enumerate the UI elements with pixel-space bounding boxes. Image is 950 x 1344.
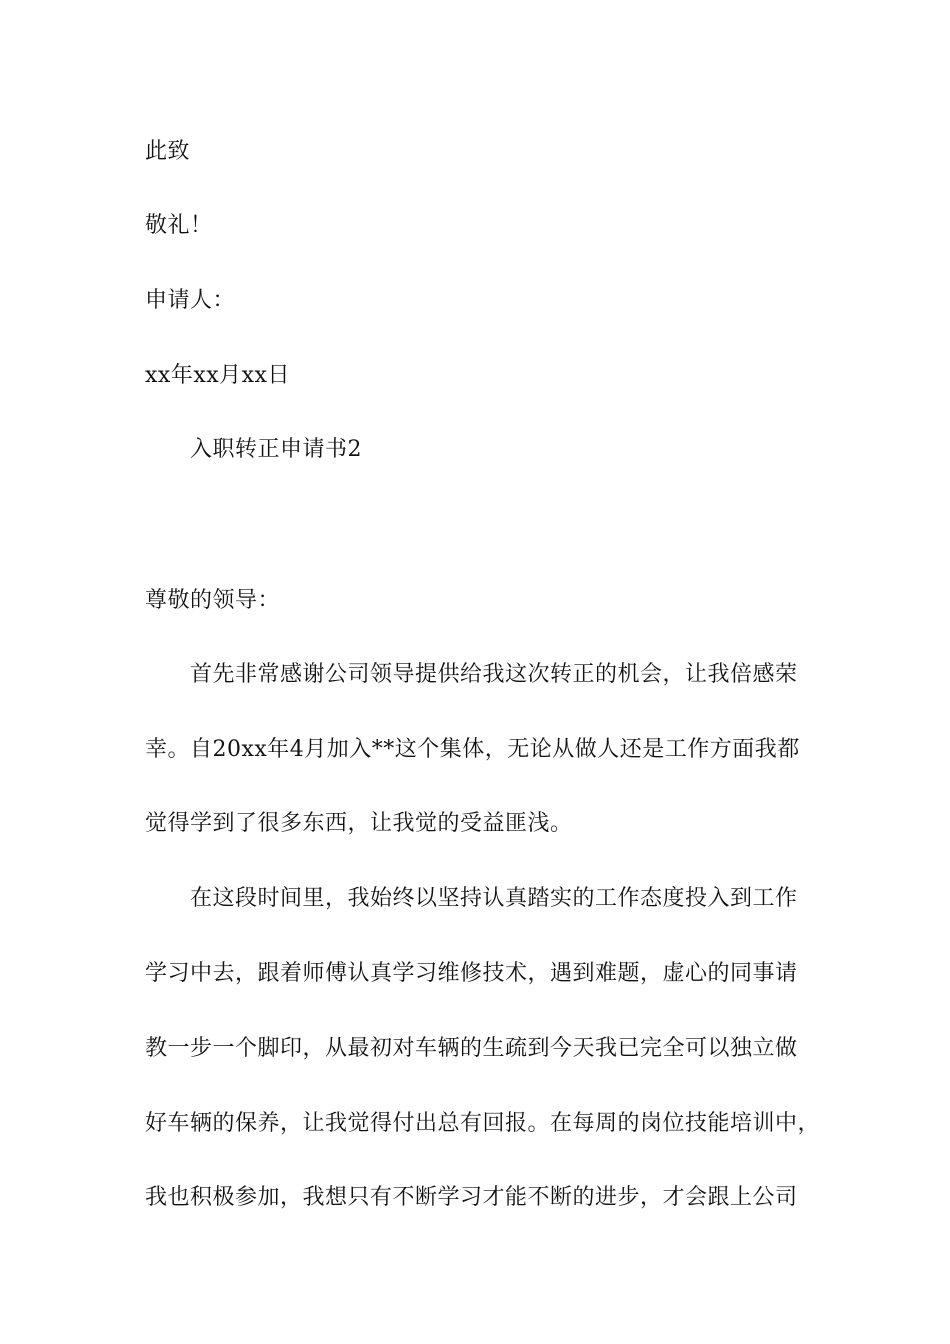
- section-title: 入职转正申请书2: [190, 437, 362, 462]
- paragraph-line: 首先非常感谢公司领导提供给我这次转正的机会，让我倍感荣: [190, 662, 798, 687]
- closing-jing-li: 敬礼！: [145, 213, 213, 238]
- paragraph-line: 教一步一个脚印，从最初对车辆的生疏到今天我已完全可以独立做: [145, 1036, 798, 1061]
- paragraph-line: 我也积极参加，我想只有不断学习才能不断的进步，才会跟上公司: [145, 1185, 798, 1210]
- paragraph-line: 学习中去，跟着师傅认真学习维修技术，遇到难题，虚心的同事请: [145, 961, 798, 986]
- applicant-label: 申请人：: [145, 288, 236, 313]
- application-date: xx年xx月xx日: [145, 363, 290, 388]
- closing-ci-zhi: 此致: [145, 139, 191, 164]
- paragraph-line: 好车辆的保养，让我觉得付出总有回报。在每周的岗位技能培训中，: [145, 1111, 821, 1136]
- paragraph-line: 幸。自20xx年4月加入**这个集体，无论从做人还是工作方面我都: [145, 737, 800, 762]
- paragraph-line: 觉得学到了很多东西，让我觉的受益匪浅。: [145, 811, 573, 836]
- salutation: 尊敬的领导：: [145, 588, 281, 613]
- paragraph-line: 在这段时间里，我始终以坚持认真踏实的工作态度投入到工作: [190, 886, 798, 911]
